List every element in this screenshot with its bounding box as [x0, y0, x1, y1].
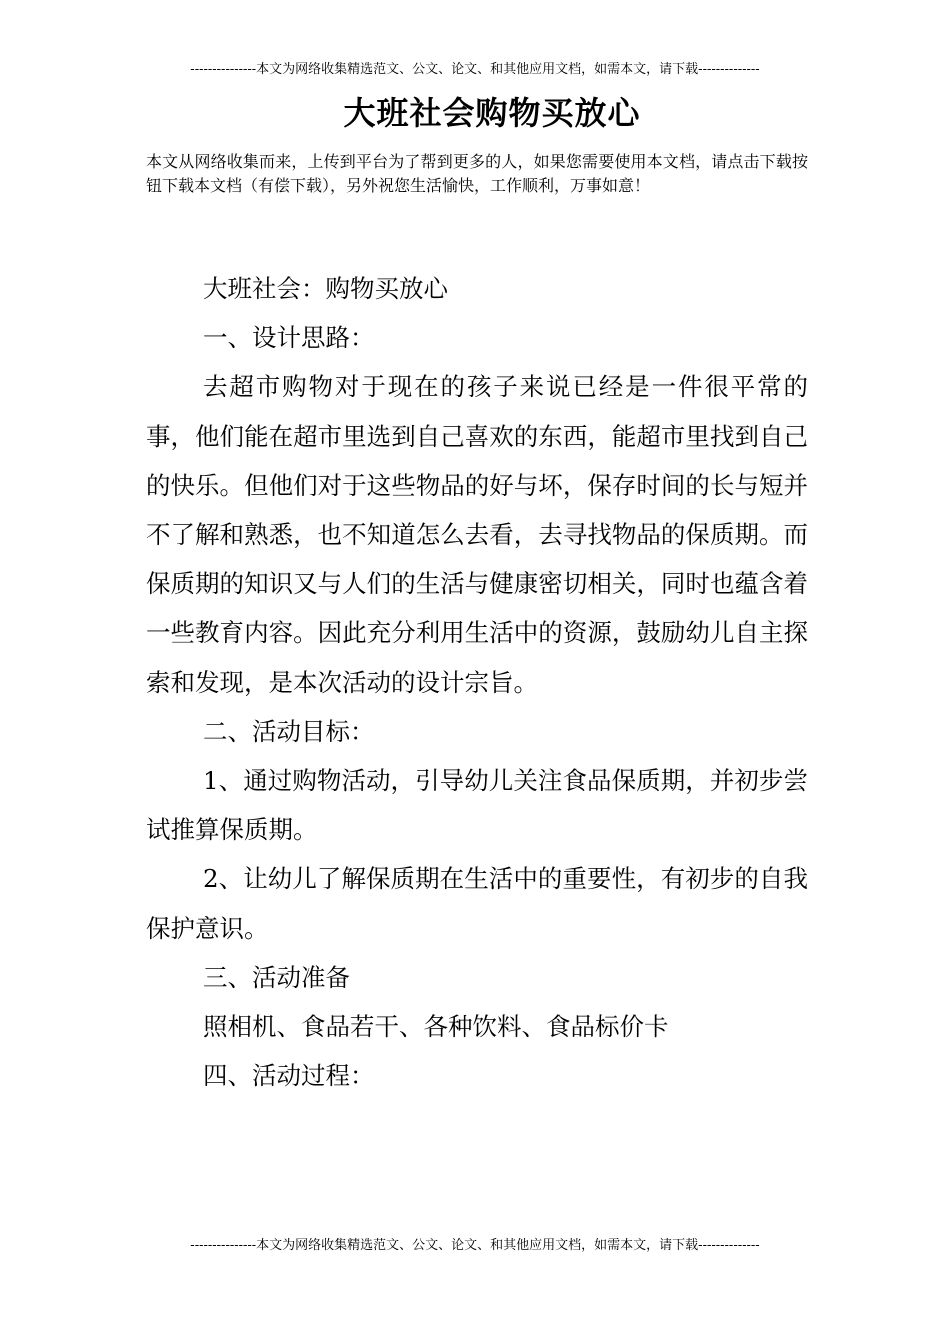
section-heading-goals: 二、活动目标：: [203, 716, 375, 746]
page-footer: ---------------本文为网络收集精选范文、公文、论文、和其他应用文档，如需本文，请下载--------------: [190, 1238, 760, 1253]
subtitle-paragraph: 大班社会：购物买放心: [203, 274, 448, 303]
preparation-list: 照相机、食品若干、各种饮料、食品标价卡: [203, 1012, 669, 1042]
section-heading-preparation: 三、活动准备: [203, 962, 350, 992]
goal-item-1: 1、通过购物活动，引导幼儿关注食品保质期，并初步尝试推算保质期。: [146, 766, 808, 845]
section-heading-design: 一、设计思路：: [203, 323, 375, 353]
section-heading-process: 四、活动过程：: [203, 1061, 375, 1091]
goal-item-2: 2、让幼儿了解保质期在生活中的重要性，有初步的自我保护意识。: [146, 864, 808, 943]
page-header: ---------------本文为网络收集精选范文、公文、论文、和其他应用文档，如需本文，请下载--------------: [190, 62, 760, 77]
intro-notice: 本文从网络收集而来，上传到平台为了帮到更多的人，如果您需要使用本文档，请点击下载按钮下载本文档（有偿下载），另外祝您生活愉快，工作顺利，万事如意！: [146, 152, 808, 195]
document-title: 大班社会购物买放心: [343, 94, 641, 132]
document-body: [146, 264, 808, 1100]
design-paragraph: 去超市购物对于现在的孩子来说已经是一件很平常的事，他们能在超市里选到自己喜欢的东西，能超市里找到自己的快乐。但他们对于这些物品的好与坏，保存时间的长与短并不了解和熟悉，也不知道怎么去看，去寻找物品的保质期。而保质期的知识又与人们的生活与健康密切相关，同时也蕴含着一些教育内容。因此充分利用生活中的资源，鼓励幼儿自主探索和发现，是本次活动的设计宗旨。: [146, 372, 808, 697]
